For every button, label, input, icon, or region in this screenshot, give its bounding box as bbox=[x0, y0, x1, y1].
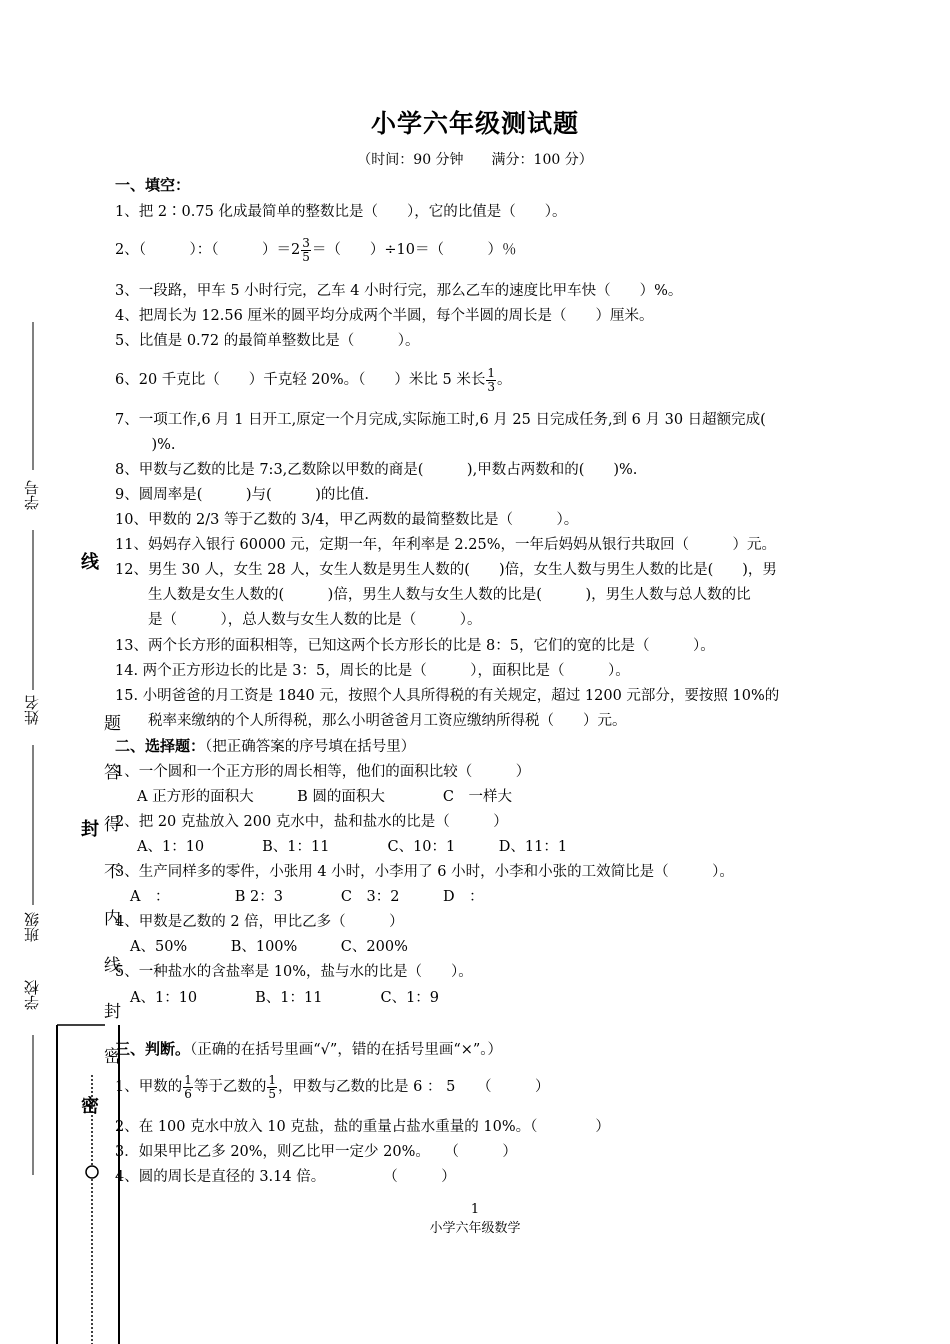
section3-heading-row bbox=[115, 1039, 502, 1060]
question-1-10: 10、甲数的 2/3 等于乙数的 3/4，甲乙两数的最简整数比是（ ）。 bbox=[115, 512, 579, 528]
seal-char-feng-2: 封 bbox=[104, 1002, 121, 1022]
page-title: 小学六年级测试题 bbox=[370, 109, 579, 138]
question-2-2-options: A、1：10 B、1：11 C、10：1 D、11：1 bbox=[137, 839, 568, 855]
question-1-14: 14. 两个正方形边长的比是 3：5，周长的比是（ ），面积比是（ ）。 bbox=[115, 663, 630, 679]
binding-lines bbox=[0, 0, 130, 1344]
question-2-3: 3、生产同样多的零件，小张用 4 小时，小李用了 6 小时，小李和小张的工效简比是（ ）。 bbox=[115, 864, 734, 880]
question-1-4: 4、把周长为 12.56 厘米的圆平均分成两个半圆，每个半圆的周长是（ ）厘米。 bbox=[115, 308, 654, 324]
school-label: 学校 bbox=[23, 980, 41, 1010]
question-2-3-options: A ： B 2：3 C 3：2 D ： bbox=[130, 889, 484, 905]
question-1-12-line1: 12、男生 30 人，女生 28 人，女生人数是男生人数的( )倍，女生人数与男生人数的比是( )，男 bbox=[115, 562, 777, 578]
seal-char-mi: 密 bbox=[104, 1047, 121, 1067]
seal-char-mi-bold: 密 bbox=[81, 1096, 99, 1117]
question-3-3: 3．如果甲比乙多 20%，则乙比甲一定少 20%。 （ ） bbox=[115, 1144, 517, 1160]
question-3-4: 4、圆的周长是直径的 3.14 倍。 （ ） bbox=[115, 1169, 456, 1185]
footer-label: 小学六年级数学 bbox=[429, 1221, 521, 1236]
question-1-13: 13、两个长方形的面积相等，已知这两个长方形长的比是 8：5，它们的宽的比是（ ）。 bbox=[115, 638, 715, 654]
question-2-5-options: A、1：10 B、1：11 C、1：9 bbox=[130, 990, 440, 1006]
section2-heading-row bbox=[115, 736, 415, 757]
section2-note: （把正确答案的序号填在括号里） bbox=[205, 739, 416, 755]
question-2-2: 2、把 20 克盐放入 200 克水中，盐和盐水的比是（ ） bbox=[115, 814, 508, 830]
seal-char-de: 得 bbox=[104, 815, 121, 835]
seal-char-nei: 内 bbox=[104, 909, 121, 929]
seal-char-bu: 不 bbox=[104, 862, 121, 882]
question-1-1: 1、把 2∶0.75 化成最简单的整数比是（ ），它的比值是（ ）。 bbox=[115, 204, 567, 220]
question-1-12-line2: 生人数是女生人数的( )倍，男生人数与女生人数的比是( )，男生人数与总人数的比 bbox=[148, 587, 751, 603]
question-3-2: 2、在 100 克水中放入 10 克盐，盐的重量占盐水重量的 10%。（ ） bbox=[115, 1119, 610, 1135]
question-2-1: 1、一个圆和一个正方形的周长相等，他们的面积比较（ ） bbox=[115, 764, 531, 780]
seal-char-da: 答 bbox=[104, 763, 121, 783]
fraction-3-5: $\frac{3}{5}$ bbox=[302, 235, 310, 264]
section3-heading: 三、判断。 bbox=[115, 1040, 191, 1058]
question-1-15-line2: 税率来缴纳的个人所得税，那么小明爸爸月工资应缴纳所得税（ ）元。 bbox=[148, 713, 627, 729]
question-1-8: 8、甲数与乙数的比是 7:3,乙数除以甲数的商是( ),甲数占两数和的( )%. bbox=[115, 462, 638, 478]
question-2-4: 4、甲数是乙数的 2 倍，甲比乙多（ ） bbox=[115, 914, 404, 930]
question-1-11: 11、妈妈存入银行 60000 元，定期一年，年利率是 2.25%，一年后妈妈从银行共取回（ ）元。 bbox=[115, 537, 776, 553]
section2-heading: 二、选择题： bbox=[115, 737, 206, 755]
fraction-1-5: $\frac{1}{5}$ bbox=[268, 1072, 277, 1101]
class-label: 班级 bbox=[23, 912, 41, 942]
question-1-2: 2、（ ）：（ ）＝2 $\frac{3}{5}$ ＝（ ）÷10＝（ ）％ bbox=[115, 235, 517, 264]
fraction-1-6: $\frac{1}{6}$ bbox=[184, 1072, 192, 1101]
seal-char-xian: 线 bbox=[81, 552, 99, 573]
question-1-7-line1: 7、一项工作,6 月 1 日开工,原定一个月完成,实际施工时,6 月 25 日完成任务,到 6 月 30 日超额完成( bbox=[115, 412, 766, 428]
page-number: 1 bbox=[470, 1202, 480, 1217]
student-id-label: 学号 bbox=[23, 480, 41, 510]
question-2-5: 5、一种盐水的含盐率是 10%，盐与水的比是（ ）。 bbox=[115, 964, 473, 980]
section3-note: （正确的在括号里画“√”，错的在括号里画“×”。） bbox=[190, 1042, 503, 1058]
question-1-3: 3、一段路，甲车 5 小时行完，乙车 4 小时行完，那么乙车的速度比甲车快（ ）%。 bbox=[115, 283, 683, 299]
question-1-15-line1: 15. 小明爸爸的月工资是 1840 元，按照个人具所得税的有关规定，超过 1200 元部分，要按照 10%的 bbox=[115, 688, 780, 704]
question-1-9: 9、圆周率是( )与( )的比值. bbox=[115, 487, 369, 503]
question-1-12-line3: 是（ ），总人数与女生人数的比是（ ）。 bbox=[148, 612, 482, 628]
seal-char-xian-2: 线 bbox=[104, 956, 121, 976]
fraction-1-3: $\frac{1}{3}$ bbox=[487, 365, 495, 394]
seal-char-feng-1: 封 bbox=[81, 819, 99, 840]
question-1-5: 5、比值是 0.72 的最简单整数比是（ ）。 bbox=[115, 333, 420, 349]
question-1-7-line2: )%. bbox=[137, 437, 176, 453]
section1-heading: 一、填空： bbox=[115, 176, 191, 194]
question-1-6: 6、20 千克比（ ）千克轻 20%。（ ）米比 5 米长 $\frac{1}{3}$ 。 bbox=[115, 365, 512, 394]
question-3-1: 1、甲数的 $\frac{1}{6}$ 等于乙数的 $\frac{1}{5}$ ，甲数与乙数的比是 6 ： 5 （ ） bbox=[115, 1072, 550, 1101]
question-2-4-options: A、50% B、100% C、200% bbox=[130, 939, 408, 955]
page-subtitle: （时间：90 分钟 满分：100 分） bbox=[357, 152, 593, 168]
seal-char-ti: 题 bbox=[104, 714, 121, 734]
name-label: 姓名 bbox=[23, 695, 41, 725]
question-2-1-options: A 正方形的面积大 B 圆的面积大 C 一样大 bbox=[137, 789, 512, 805]
